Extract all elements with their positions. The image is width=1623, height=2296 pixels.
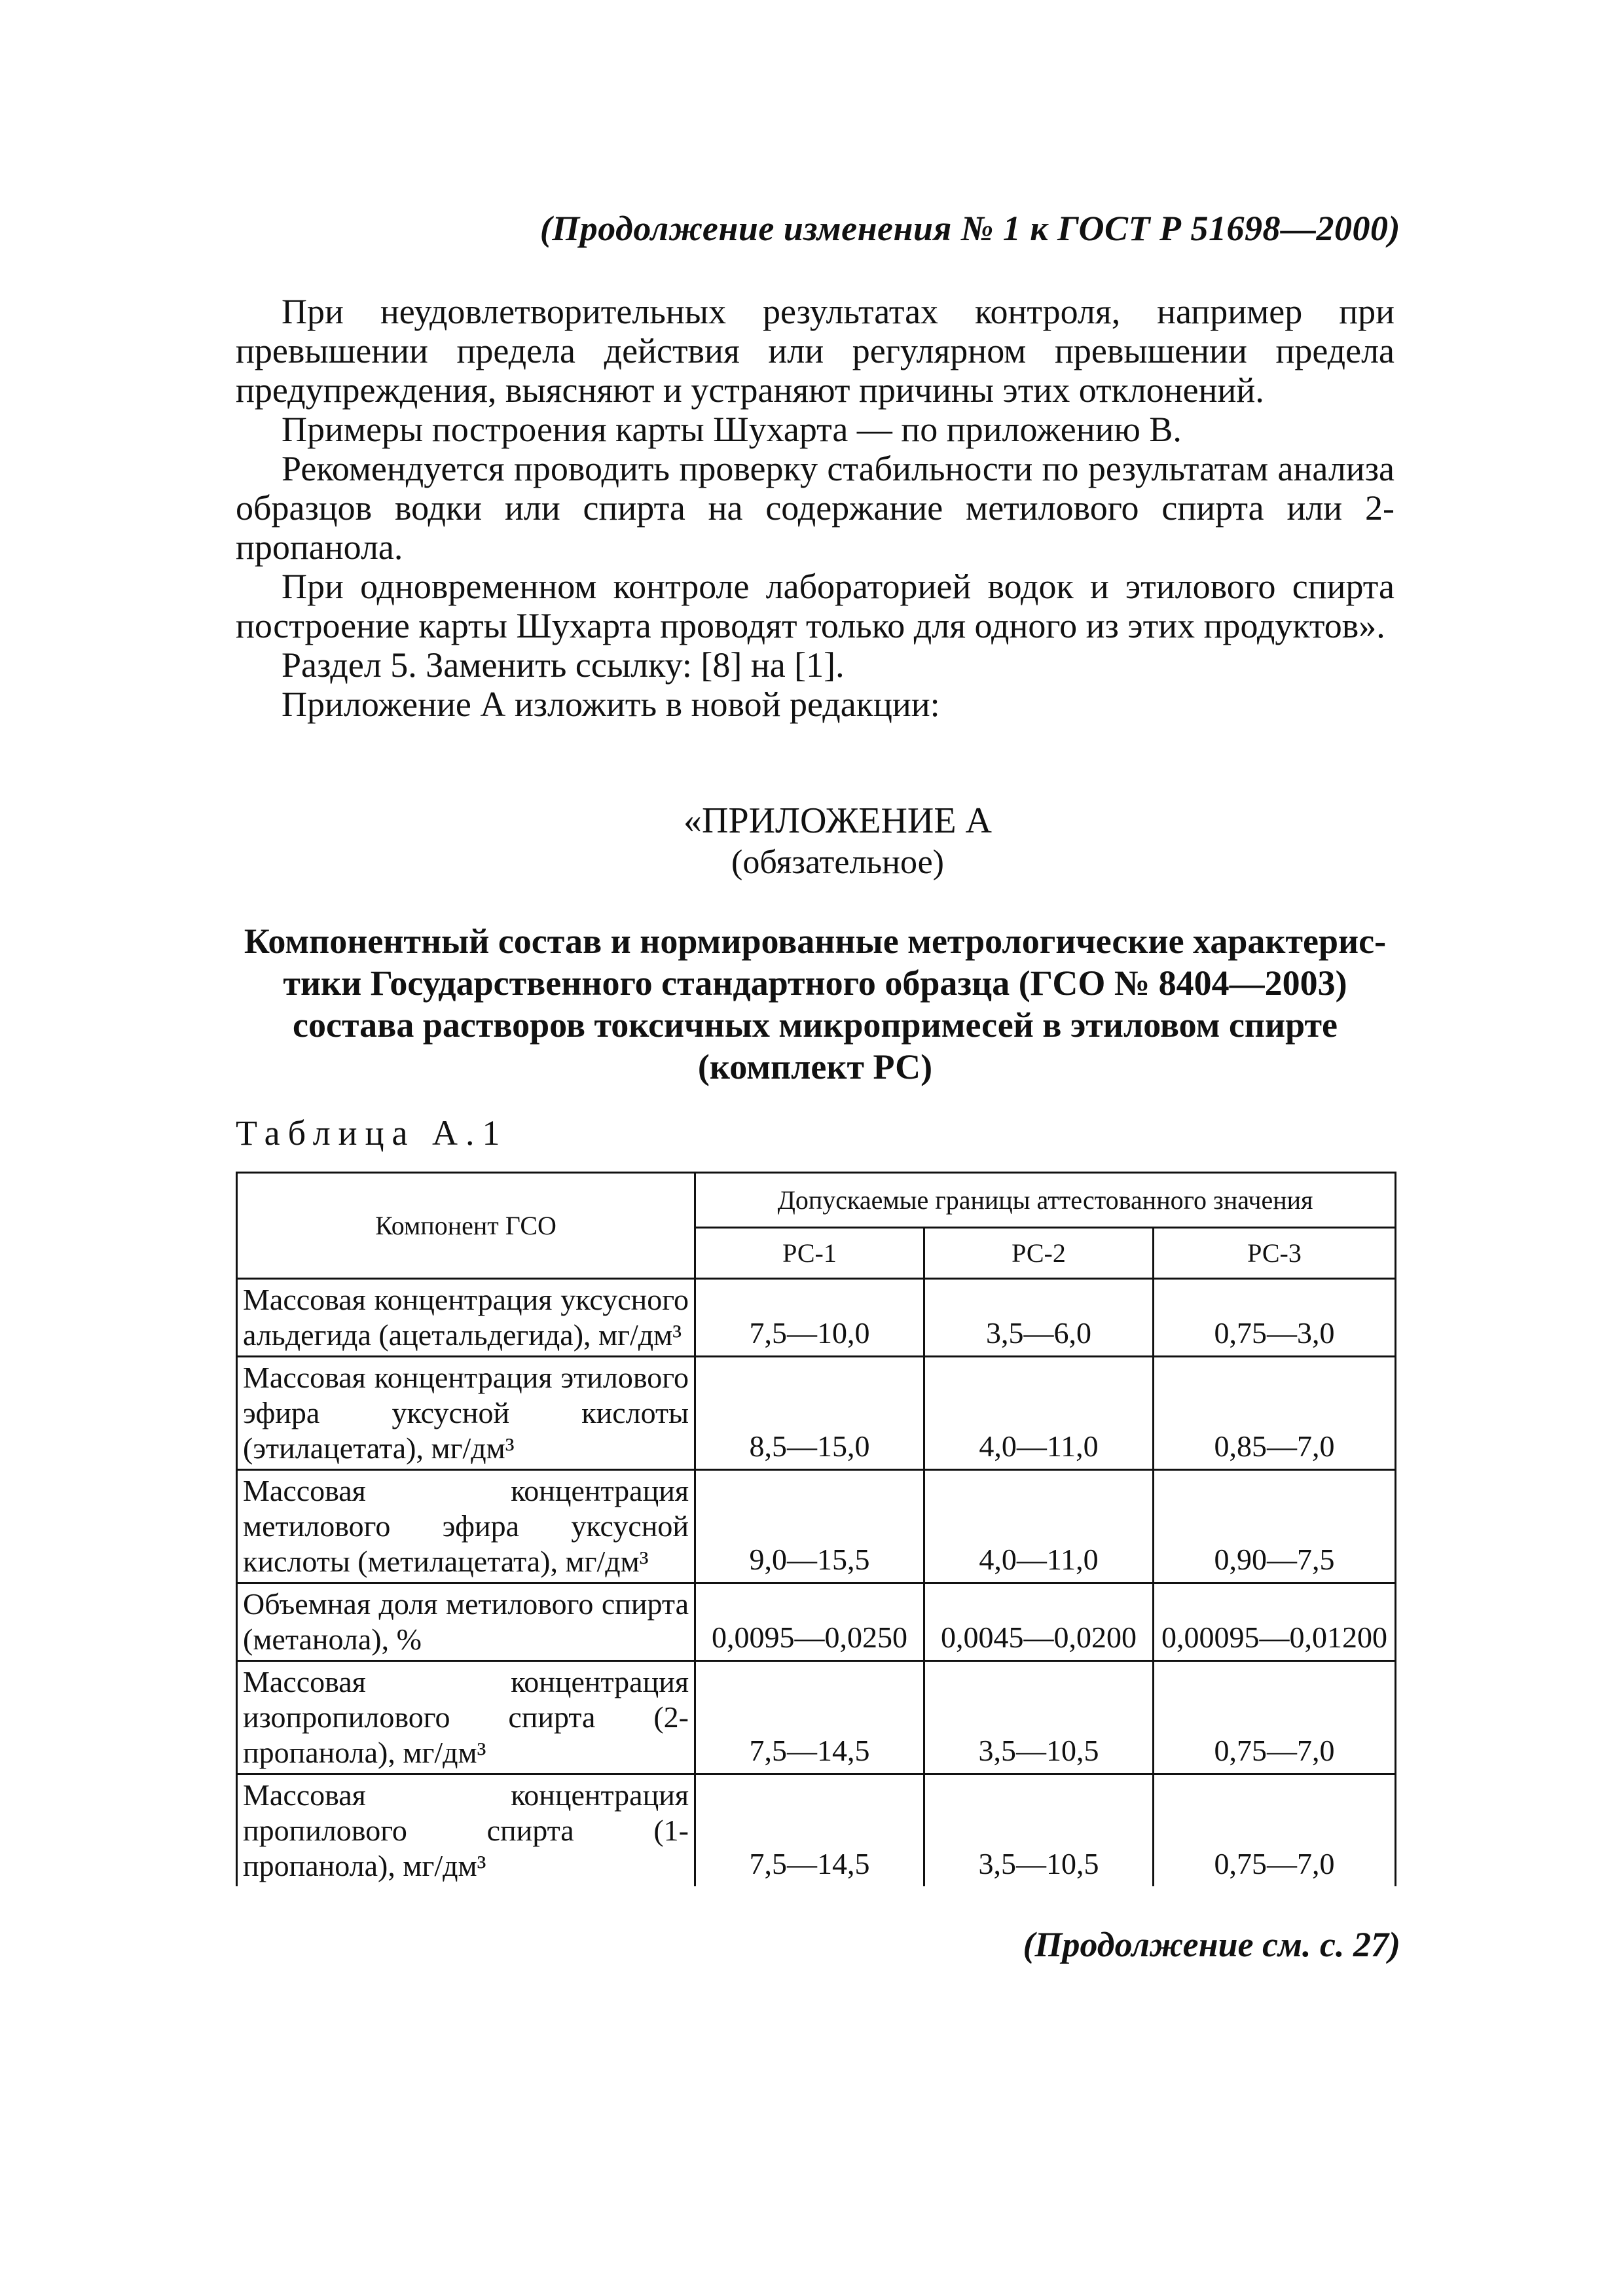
gso-table — [236, 1172, 1396, 1886]
value-cell: 0,85—7,0 — [1154, 1357, 1396, 1470]
paragraph: Рекомендуется проводить проверку стабильности по результатам анализа образцов водки или спирта на содержание метилового спирта или 2-пропанола. — [236, 449, 1395, 567]
component-cell: Объемная доля метилового спирта (метанола), % — [237, 1583, 695, 1661]
body-text — [236, 292, 1395, 724]
value-cell: 9,0—15,5 — [695, 1470, 924, 1583]
value-cell: 4,0—11,0 — [924, 1357, 1154, 1470]
value-cell: 0,90—7,5 — [1154, 1470, 1396, 1583]
value-cell: 7,5—14,5 — [695, 1774, 924, 1887]
value-cell: 0,75—3,0 — [1154, 1279, 1396, 1357]
paragraph: Приложение А изложить в новой редакции: — [282, 685, 940, 724]
paragraph: Раздел 5. Заменить ссылку: [8] на [1]. — [282, 645, 845, 685]
value-cell: 0,0045—0,0200 — [924, 1583, 1154, 1661]
paragraph: При одновременном контроле лабораторией водок и этилового спирта построение карты Шухарта проводят только для одного из этих продуктов». — [236, 567, 1395, 645]
appendix-subtitle: (обязательное) — [731, 844, 944, 881]
table-row — [237, 1470, 1396, 1583]
value-cell: 0,75—7,0 — [1154, 1774, 1396, 1887]
value-cell: 3,5—10,5 — [924, 1661, 1154, 1774]
value-cell: 0,75—7,0 — [1154, 1661, 1396, 1774]
caption-line: состава растворов токсичных микропримесей в этиловом спирте — [293, 1005, 1338, 1045]
table-row — [237, 1774, 1396, 1887]
table-row — [237, 1583, 1396, 1661]
table-caption — [236, 920, 1395, 1088]
value-cell: 4,0—11,0 — [924, 1470, 1154, 1583]
paragraph: При неудовлетворительных результатах контроля, например при превышении предела действия или регулярном превышении предела предупреждения, выясняют и устраняют причины этих отклонений. — [236, 292, 1395, 410]
value-cell: 7,5—14,5 — [695, 1661, 924, 1774]
value-cell: 3,5—6,0 — [924, 1279, 1154, 1357]
caption-line: Компонентный состав и нормированные метрологические характерис- — [244, 922, 1387, 961]
caption-line: (комплект РС) — [697, 1047, 933, 1086]
page-header: (Продолжение изменения № 1 к ГОСТ Р 51698—2000) — [539, 209, 1400, 248]
paragraph: Примеры построения карты Шухарта — по приложению В. — [282, 410, 1182, 449]
value-cell: 7,5—10,0 — [695, 1279, 924, 1357]
table-row — [237, 1279, 1396, 1357]
component-cell: Массовая концентрация пропилового спирта (1-пропанола), мг/дм³ — [237, 1774, 695, 1887]
component-cell: Массовая концентрация уксусного альдегида (ацетальдегида), мг/дм³ — [237, 1279, 695, 1357]
column-header: РС-1 — [695, 1228, 924, 1279]
header-component: Компонент ГСО — [237, 1173, 695, 1279]
column-header: РС-2 — [924, 1228, 1154, 1279]
appendix-heading — [0, 800, 1623, 884]
component-cell: Массовая концентрация метилового эфира уксусной кислоты (метилацетата), мг/дм³ — [237, 1470, 695, 1583]
appendix-title: «ПРИЛОЖЕНИЕ А — [684, 800, 992, 841]
component-cell: Массовая концентрация этилового эфира уксусной кислоты (этилацетата), мг/дм³ — [237, 1357, 695, 1470]
component-cell: Массовая концентрация изопропилового спирта (2-пропанола), мг/дм³ — [237, 1661, 695, 1774]
value-cell: 0,00095—0,01200 — [1154, 1583, 1396, 1661]
value-cell: 0,0095—0,0250 — [695, 1583, 924, 1661]
header-group: Допускаемые границы аттестованного значения — [695, 1173, 1396, 1228]
page-footer: (Продолжение см. с. 27) — [1023, 1925, 1400, 1964]
table-row — [237, 1661, 1396, 1774]
value-cell: 3,5—10,5 — [924, 1774, 1154, 1887]
column-header: РС-3 — [1154, 1228, 1396, 1279]
value-cell: 8,5—15,0 — [695, 1357, 924, 1470]
caption-line: тики Государственного стандартного образца (ГСО № 8404—2003) — [283, 963, 1347, 1003]
table-label: Таблица А.1 — [236, 1113, 508, 1153]
table-row — [237, 1357, 1396, 1470]
